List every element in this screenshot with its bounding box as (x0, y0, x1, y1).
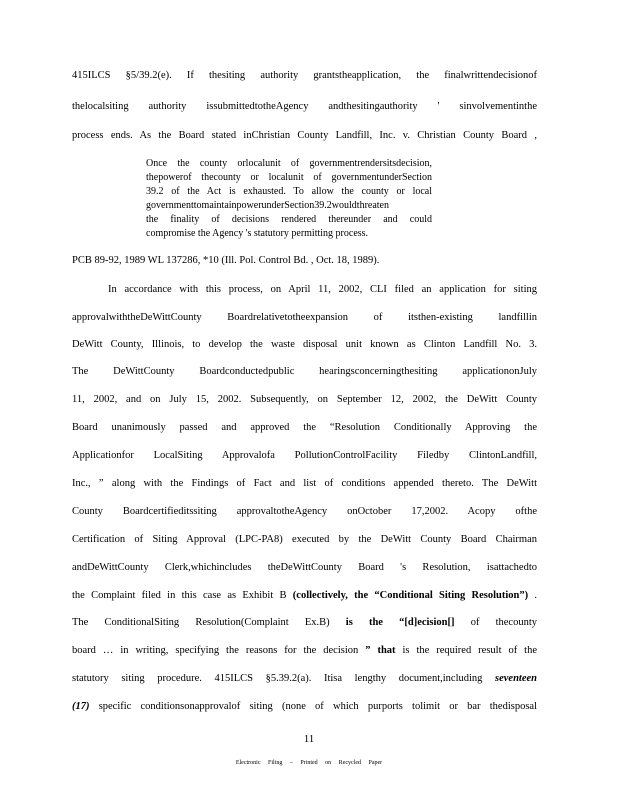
body-line: County Boardcertifieditssiting approvaltotheAgency onOctober 17,2002. Acopy ofthe (72, 506, 537, 517)
statutory-text: statutory siting procedure. 415ILCS §5.39.2(a). Itisa lengthy document,including (72, 673, 495, 684)
block-quote-line: compromise the Agency 's statutory permitting process. (146, 228, 369, 239)
body-line-last (72, 701, 537, 713)
block-quote-line: 39.2 of the Act is exhausted. To allow the county or local (146, 186, 432, 197)
resolution-text: The ConditionalSiting Resolution(Complaint Ex.B) (72, 617, 346, 628)
defined-term-bold: (collectively, the “Conditional Siting Resolution”) (292, 590, 529, 601)
seventeen-emphasis: seventeen (495, 673, 537, 684)
decision-quote-bold: is the “[d]ecision[] (345, 617, 471, 628)
body-line: thelocalsiting authority issubmittedtotheAgency andthesitingauthority ' sinvolvementinthe (72, 101, 537, 112)
body-line: approvalwiththeDeWittCounty Boardrelativetotheexpansion of itsthen-existing landfillin (72, 312, 537, 323)
board-text-end: is the required result of the (402, 645, 537, 656)
body-line-statutory (72, 673, 537, 685)
body-line: process ends. As the Board stated inChristian County Landfill, Inc. v. Christian County Board , (72, 130, 537, 141)
exhibit-text: the Complaint filed in this case as Exhibit B (72, 590, 293, 601)
body-line: andDeWittCounty Clerk,whichincludes theDeWittCounty Board 's Resolution, isattachedto (72, 562, 537, 573)
body-line: Applicationfor LocalSiting Approvalofa PollutionControlFacility Filedby ClintonLandfill, (72, 450, 537, 461)
page-number: 11 (303, 733, 315, 745)
block-quote-line: thepowerof thecounty or localunit of governmentunderSection (146, 172, 432, 183)
body-line-board (72, 645, 537, 657)
resolution-text-end: of thecounty (470, 617, 537, 628)
body-line: 11, 2002, and on July 15, 2002. Subsequently, on September 12, 2002, the DeWitt County (72, 394, 537, 405)
body-line: DeWitt County, Illinois, to develop the waste disposal unit known as Clinton Landfill No. 3. (72, 339, 537, 350)
block-quote-line: Once the county orlocalunit of governmentrendersitsdecision, (146, 158, 432, 169)
body-line-resolution (72, 617, 537, 629)
footer-text: Electronic Filing – Printed on Recycled Paper (235, 760, 383, 766)
exhibit-end: . (528, 590, 537, 601)
body-line: Board unanimously passed and approved the “Resolution Conditionally Approving the (72, 422, 537, 433)
paragraph-first-line: In accordance with this process, on April 11, 2002, CLI filed an application for siting (108, 284, 537, 295)
block-quote-line: governmenttomaintainpowerunderSection39.2wouldthreaten (146, 200, 389, 211)
body-line-exhibit (72, 590, 537, 602)
body-line: Certification of Siting Approval (LPC-PA8) executed by the DeWitt County Board Chairman (72, 534, 537, 545)
body-line: 415ILCS §5/39.2(e). If thesiting authority grantstheapplication, the finalwrittendecisionof (72, 70, 537, 81)
body-line: Inc., ” along with the Findings of Fact and list of conditions appended thereto. The DeWitt (72, 478, 537, 489)
block-quote-line: the finality of decisions rendered thereunder and could (146, 214, 432, 225)
last-line-text: specific conditionsonapprovalof siting (none of which purports tolimit or bar thedisposal (89, 701, 537, 712)
citation-line: PCB 89-92, 1989 WL 137286, *10 (Ill. Pol. Control Bd. , Oct. 18, 1989). (72, 255, 380, 266)
board-text: board … in writing, specifying the reasons for the decision (72, 645, 366, 656)
that-bold: ” that (365, 645, 403, 656)
body-line: The DeWittCounty Boardconductedpublic hearingsconcerningthesiting applicationonJuly (72, 366, 537, 377)
number-emphasis: (17) (72, 701, 90, 712)
